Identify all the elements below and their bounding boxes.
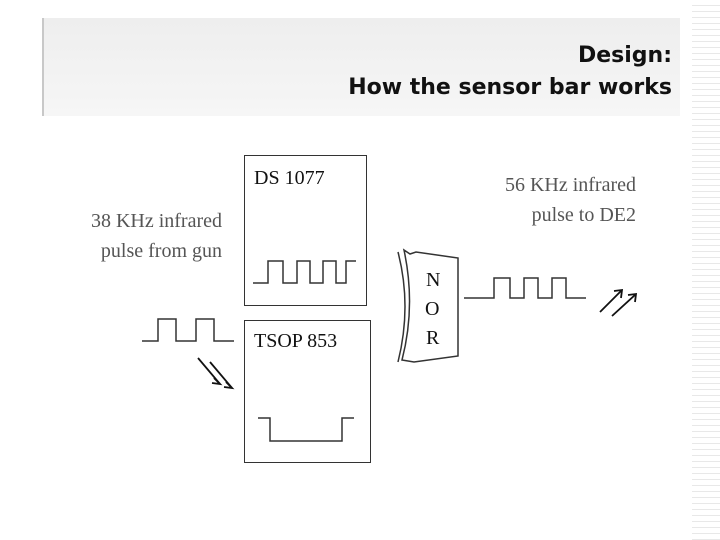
input-square-wave	[142, 319, 234, 341]
input-signal-label-line-1: 38 KHz infrared	[90, 210, 222, 232]
nor-gate-letter-o: O	[425, 298, 440, 320]
oscillator-label: DS 1077	[254, 167, 325, 189]
nor-gate-body	[402, 250, 458, 362]
receiver-output-waveform	[258, 418, 354, 441]
output-signal-label-line-2: pulse to DE2	[531, 204, 636, 226]
nor-gate-back-curve	[398, 252, 405, 362]
slide-title-line-2: How the sensor bar works	[348, 75, 672, 100]
slide-title-line-1: Design:	[577, 43, 672, 68]
output-square-wave	[464, 278, 586, 298]
outgoing-ir-arrow-icon	[600, 290, 636, 316]
oscillator-square-wave	[253, 261, 356, 283]
nor-gate-letter-n: N	[426, 269, 441, 291]
input-signal-label-line-2: pulse from gun	[100, 240, 222, 262]
receiver-label: TSOP 853	[254, 330, 338, 352]
incoming-ir-arrow-icon	[198, 358, 232, 388]
nor-gate-letter-r: R	[426, 327, 440, 349]
output-signal-label-line-1: 56 KHz infrared	[504, 174, 636, 196]
